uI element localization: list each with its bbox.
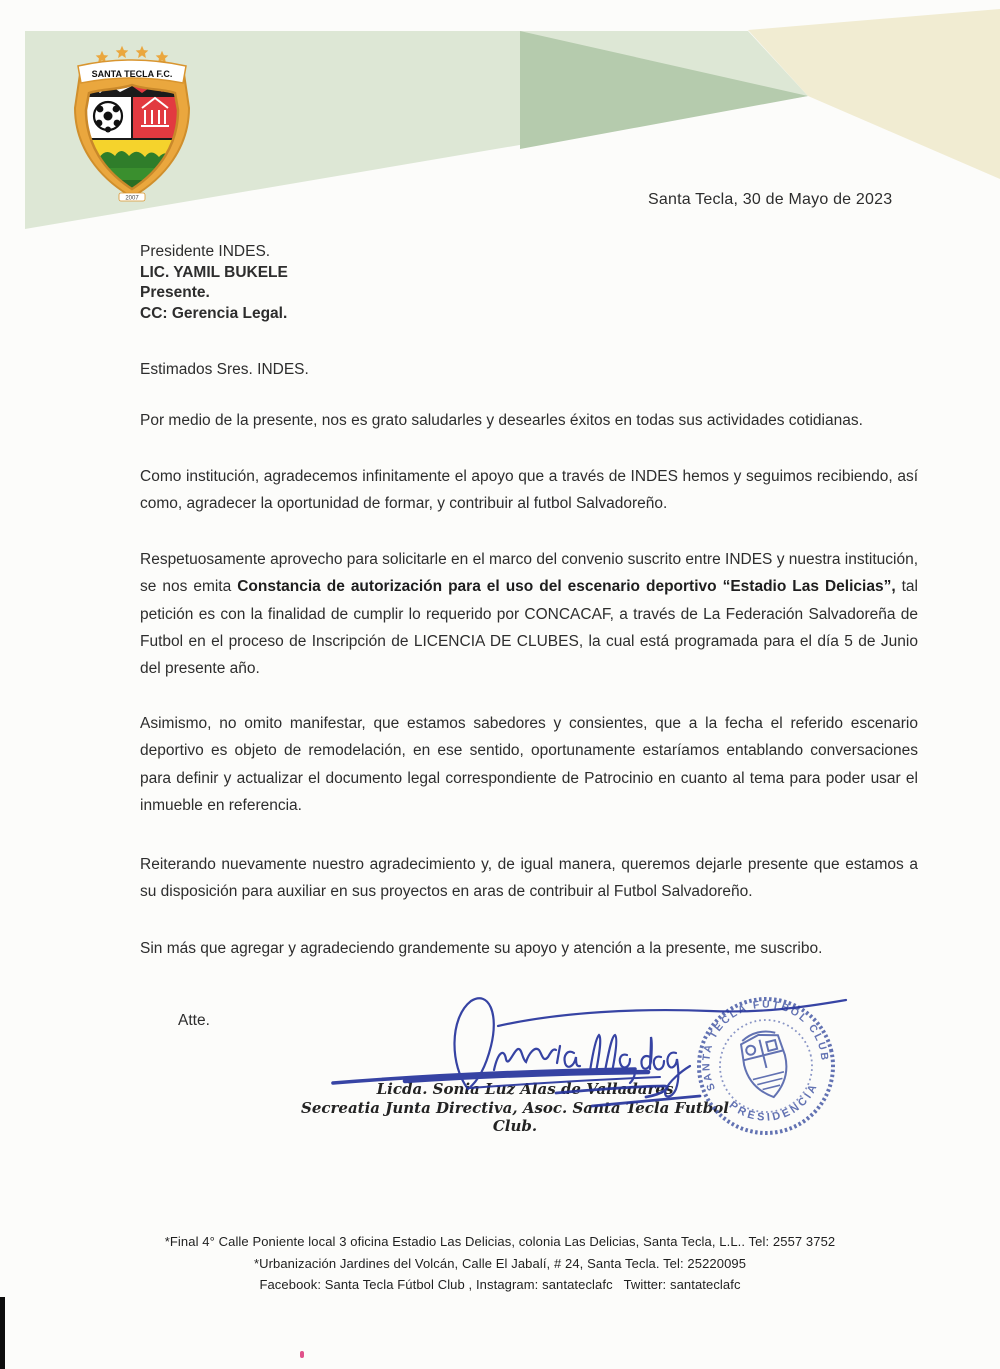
stamp-arc-top-text: SANTA TECLA FUTBOL CLUB [700, 998, 831, 1093]
letter-date: Santa Tecla, 30 de Mayo de 2023 [648, 191, 893, 208]
paragraph-reiteration: Reiterando nuevamente nuestro agradecimiento y, de igual manera, queremos dejarle presente que estamos a su disposición para auxiliar en sus proyectos en aras de contribuir al Futbol Salvadoreño. [140, 856, 918, 901]
paragraph-thanks: Como institución, agradecemos infinitamente el apoyo que a través de INDES hemos y seguimos recibiendo, así como, agradecer la oportunidad de formar, y contribuir al futbol Salvadoreño. [140, 468, 918, 513]
paragraph-request-bold: Constancia de autorización para el uso del escenario deportivo “Estadio Las Delicias”, [237, 578, 896, 596]
recipient-line: Presente. [140, 284, 210, 301]
recipient-block [140, 242, 288, 324]
paragraph-request-seg1: Respetuosamente aprovecho para solicitarle en el marco del convenio suscrito entre INDES y nuestra institución, se nos emita [140, 551, 918, 596]
footer-social: Facebook: Santa Tecla Fútbol Club , Instagram: santateclafc Twitter: santateclafc [259, 1277, 741, 1292]
santa-tecla-fc-crest-logo [62, 44, 202, 204]
signer-name: Licda. Sonia Luz Alas de Valladares [376, 1080, 674, 1098]
paragraph-request-seg2: tal petición es con la finalidad de cumplir lo requerido por CONCACAF, a través de La Federación Salvadoreña de Futbol en el proceso de Inscripción de LICENCIA DE CLUBES, la cual está programada para el día 5 de Junio del presente año. [140, 578, 918, 678]
stamp-arc-bottom-text: PRESIDENCIA [726, 1080, 821, 1124]
paragraph-request [140, 546, 918, 682]
closing-atte: Atte. [178, 1012, 210, 1029]
crest-banner-text: SANTA TECLA F.C. [91, 69, 173, 79]
crest-year-text: 2007 [125, 195, 139, 202]
scan-ink-dot-artifact [300, 1351, 304, 1358]
footer-address-1: *Final 4° Calle Poniente local 3 oficina Estadio Las Delicias, colonia Las Delicias, Santa Tecla, L.L.. Tel: 2557 3752 [164, 1234, 836, 1249]
paragraph-greeting: Por medio de la presente, nos es grato saludarles y desearles éxitos en todas sus actividades cotidianas. [140, 412, 863, 429]
recipient-line: CC: Gerencia Legal. [140, 304, 288, 322]
scan-edge-artifact [0, 1297, 5, 1369]
paragraph-farewell: Sin más que agregar y agradeciendo grandemente su apoyo y atención a la presente, me suscribo. [140, 940, 823, 957]
presidencia-seal-stamp [688, 988, 844, 1144]
recipient-line: Presidente INDES. [140, 243, 271, 260]
signer-title: Secreatia Junta Directiva, Asoc. Santa Tecla Futbol Club. [301, 1099, 729, 1135]
paragraph-remodeling-note: Asimismo, no omito manifestar, que estamos sabedores y consientes, que a la fecha el referido escenario deportivo es objeto de remodelación, en ese sentido, oportunamente estaríamos entablando conversaciones para definir y actualizar el documento legal correspondiente de Patrocinio en cuanto al tema para poder usar el inmueble en referencia. [140, 715, 918, 814]
salutation: Estimados Sres. INDES. [140, 361, 309, 378]
recipient-line: LIC. YAMIL BUKELE [140, 263, 288, 281]
crest-inner-quadrants [82, 82, 182, 194]
footer-address-2: *Urbanización Jardines del Volcán, Calle El Jabalí, # 24, Santa Tecla. Tel: 25220095 [253, 1256, 747, 1271]
stamp-shield-icon [737, 1027, 794, 1102]
